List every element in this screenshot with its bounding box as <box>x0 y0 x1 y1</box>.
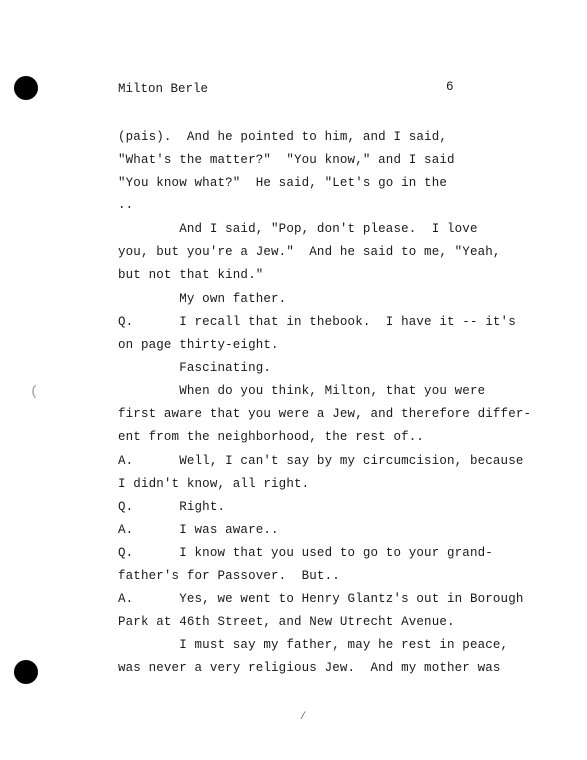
text-line: Q. I recall that in thebook. I have it -- it's <box>118 315 516 329</box>
text-line: (pais). And he pointed to him, and I said, <box>118 130 448 144</box>
text-line: "You know what?" He said, "Let's go in the <box>118 176 448 190</box>
punch-hole-top <box>14 76 38 100</box>
header-title: Milton Berle <box>118 82 209 96</box>
text-line: on page thirty-eight. <box>118 338 279 352</box>
text-line: was never a very religious Jew. And my mother was <box>118 661 501 675</box>
text-line: ent from the neighborhood, the rest of.. <box>118 430 425 444</box>
scan-mark: ( <box>30 384 39 400</box>
text-line: Park at 46th Street, and New Utrecht Avenue. <box>118 615 455 629</box>
text-line: A. I was aware.. <box>118 523 279 537</box>
text-line: father's for Passover. But.. <box>118 569 340 583</box>
scan-mark: / <box>300 712 307 723</box>
text-line: I must say my father, may he rest in peace, <box>118 638 509 652</box>
text-line: When do you think, Milton, that you were <box>118 384 486 398</box>
page-number: 6 <box>446 80 454 94</box>
text-line: "What's the matter?" "You know," and I said <box>118 153 455 167</box>
text-line: A. Well, I can't say by my circumcision, because <box>118 454 524 468</box>
text-line: And I said, "Pop, don't please. I love <box>118 222 478 236</box>
text-line: first aware that you were a Jew, and therefore differ- <box>118 407 532 421</box>
text-line: but not that kind." <box>118 268 264 282</box>
text-line: .. <box>118 198 134 212</box>
text-line: I didn't know, all right. <box>118 477 310 491</box>
punch-hole-bottom <box>14 660 38 684</box>
text-line: My own father. <box>118 292 287 306</box>
text-line: Q. I know that you used to go to your grand- <box>118 546 493 560</box>
text-line: Q. Right. <box>118 500 226 514</box>
text-line: Fascinating. <box>118 361 272 375</box>
text-line: A. Yes, we went to Henry Glantz's out in Borough <box>118 592 524 606</box>
text-line: you, but you're a Jew." And he said to me, "Yeah, <box>118 245 501 259</box>
